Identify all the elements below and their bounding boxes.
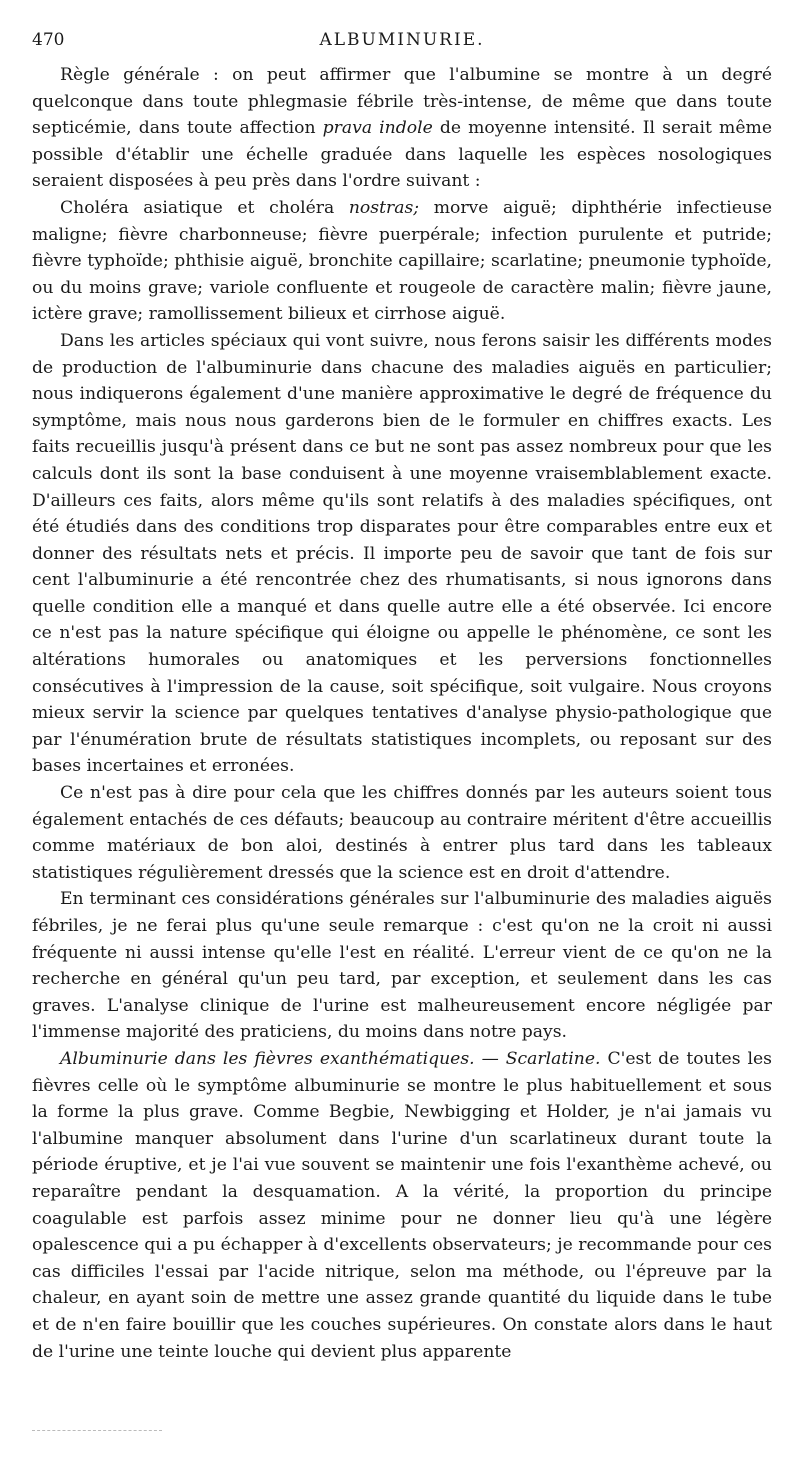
text-run: Dans les articles spéciaux qui vont suivre, nous ferons saisir les différents modes de production de l'albuminurie dans chacune des maladies aiguës en particulier; nous indiquerons également d'une manière approximative le degré de fréquence du symptôme, mais nous nous garderons bien de le formuler en chiffres exacts. Les faits recueillis jusqu'à présent dans ce but ne sont pas assez nombreux pour que les calculs dont ils sont la base conduisent à une moyenne vraisemblablement exacte. D'ailleurs ces faits, alors même qu'ils sont relatifs à des maladies spécifiques, ont été étudiés dans des conditions trop disparates pour être comparables entre eux et donner des résultats nets et précis. Il importe peu de savoir que tant de fois sur cent l'albuminurie a été rencontrée chez des rhumatisants, si nous ignorons dans quelle condition elle a manqué et dans quelle autre elle a été observée. Ici encore ce n'est pas la nature spécifique qui éloigne ou appelle le phénomène, ce sont les altérations humorales ou anatomiques et les perversions fonctionnelles consécutives à l'impression de la cause, soit spécifique, soit vulgaire. Nous croyons mieux servir la science par quelques tentatives d'analyse physio-pathologique que par l'énumération brute de résultats statistiques incomplets, ou reposant sur des bases incertaines et erronées. <box>32 330 772 777</box>
paragraph <box>32 328 772 780</box>
italic-run: prava indole <box>322 118 433 139</box>
document-page <box>32 22 772 1365</box>
body-text <box>32 62 772 1365</box>
text-run: Choléra asiatique et choléra <box>60 197 349 218</box>
page-number: 470 <box>32 30 65 50</box>
text-run: Règle générale : on peut affirmer que l'albumine se montre à un degré quelconque dans toute phlegmasie fébrile très-intense, de même que dans toute septicémie, dans toute affection <box>32 65 772 139</box>
paragraph <box>32 780 772 886</box>
paragraph <box>32 62 772 195</box>
section-heading: Albuminurie dans les fièvres exanthématiques. — Scarlatine. <box>60 1048 601 1069</box>
text-run: En terminant ces considérations générales sur l'albuminurie des maladies aiguës fébriles, je ne ferai plus qu'une seule remarque : c'est qu'on ne la croit ni aussi fréquente ni aussi intense qu'elle l'est en réalité. L'erreur vient de ce qu'on ne la recherche en général qu'un peu tard, par exception, et seulement dans les cas graves. L'analyse clinique de l'urine est malheureusement encore négligée par l'immense majorité des praticiens, du moins dans notre pays. <box>32 889 772 1043</box>
text-run: C'est de toutes les fièvres celle où le symptôme albuminurie se montre le plus habituellement et sous la forme la plus grave. Comme Begbie, Newbigging et Holder, je n'ai jamais vu l'albumine manquer absolument dans l'urine d'un scarlatineux durant toute la période éruptive, et je l'ai vue souvent se maintenir une fois l'exanthème achevé, ou reparaître pendant la desquamation. A la vérité, la proportion du principe coagulable est parfois assez minime pour ne donner lieu qu'à une légère opalescence qui a pu échapper à d'excellents observateurs; je recommande pour ces cas difficiles l'essai par l'acide nitrique, selon ma méthode, ou l'épreuve par la chaleur, en ayant soin de mettre une assez grande quantité du liquide dans le tube et de n'en faire bouillir que les couches supérieures. On constate alors dans le haut de l'urine une teinte louche qui devient plus apparente <box>32 1048 772 1362</box>
text-run: de moyenne intensité. Il serait même possible d'établir une échelle graduée dans laquelle les espèces nosologiques seraient disposées à peu près dans l'ordre suivant : <box>32 118 772 192</box>
text-run: morve aiguë; diphthérie infectieuse maligne; fièvre charbonneuse; fièvre puerpérale; infection purulente et putride; fièvre typhoïde; phthisie aiguë, bronchite capillaire; scarlatine; pneumonie typhoïde, ou du moins grave; variole confluente et rougeole de caractère malin; fièvre jaune, ictère grave; ramollissement bilieux et cirrhose aiguë. <box>32 197 773 325</box>
text-run: Ce n'est pas à dire pour cela que les chiffres donnés par les auteurs soient tous également entachés de ces défauts; beaucoup au contraire méritent d'être accueillis comme matériaux de bon aloi, destinés à entrer plus tard dans les tableaux statistiques régulièrement dressés que la science est en droit d'attendre. <box>32 783 772 883</box>
running-head: ALBUMINURIE. <box>319 30 485 50</box>
paragraph <box>32 1046 772 1365</box>
page-header <box>32 22 772 52</box>
footer-rule <box>32 1430 162 1431</box>
paragraph <box>32 195 772 328</box>
paragraph <box>32 886 772 1046</box>
italic-run: nostras; <box>348 197 420 218</box>
